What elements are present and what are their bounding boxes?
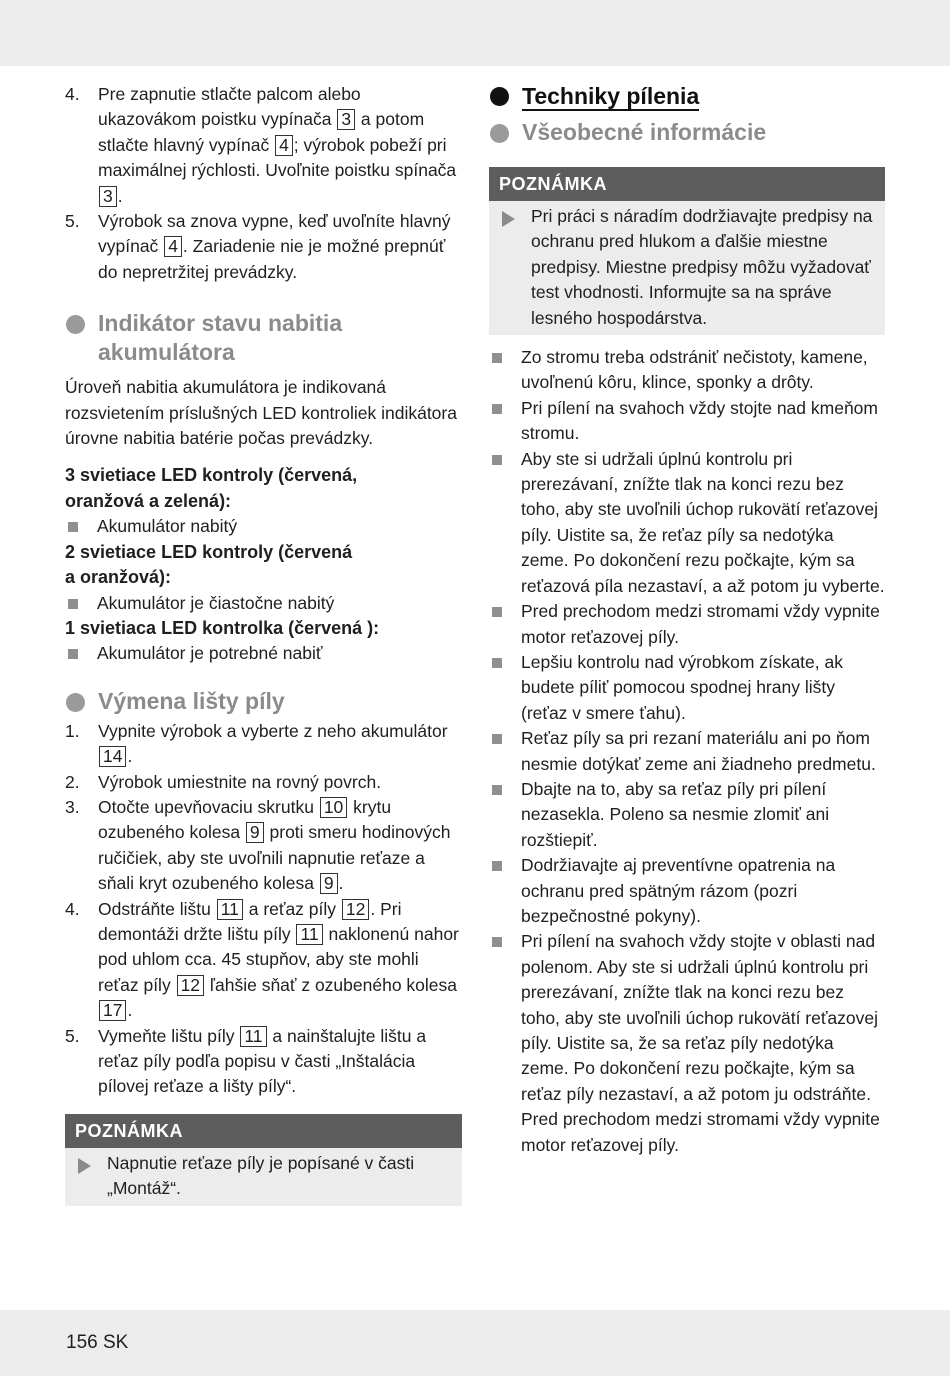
led2-list (65, 591, 462, 616)
step-text: a potom stlačte hlavný vypínač (98, 109, 425, 155)
note-title: POZNÁMKA (65, 1114, 462, 1148)
step-text: . Pri demontáži držte lištu píly (98, 898, 402, 944)
step-number: 2. (65, 771, 80, 792)
note-box-left (65, 1114, 462, 1206)
page-number-value: 156 (66, 1332, 98, 1353)
battery-intro: Úroveň nabitia akumulátora je indikovaná rozsvietením príslušných LED kontroliek indikátora úrovne nabitia batérie počas prevádzky. (65, 377, 457, 449)
step-text: Vymeňte lištu píly (98, 1025, 240, 1046)
led3-label (65, 463, 462, 514)
step-text: Pre zapnutie stlačte palcom alebo ukazovákom poistku vypínača (98, 84, 361, 130)
heading-bullet-icon (490, 124, 509, 143)
list-item (489, 726, 885, 777)
part-reference: 9 (320, 873, 338, 894)
list-item (65, 591, 462, 616)
battery-heading-line2: akumulátora (98, 339, 235, 366)
square-bullet-icon (492, 404, 502, 414)
note-box-right (489, 167, 885, 335)
square-bullet-icon (492, 658, 502, 668)
step-text: Výrobok sa znova vypne, keď uvoľníte hlavný vypínač (98, 211, 451, 257)
led3-list (65, 514, 462, 539)
list-item (65, 641, 462, 666)
step-number: 5. (65, 1025, 80, 1046)
battery-heading-line1: Indikátor stavu nabitia (98, 310, 343, 337)
step-number: 5. (65, 211, 80, 232)
sawing-tips-list (489, 345, 885, 1158)
page-language: SK (102, 1332, 129, 1353)
led1-list (65, 641, 462, 666)
square-bullet-icon (492, 734, 502, 744)
part-reference: 11 (296, 924, 322, 945)
step-number: 4. (65, 84, 80, 104)
list-item (65, 770, 462, 795)
led1-label: 1 svietiaca LED kontrolka (červená ): (65, 617, 380, 638)
step-text: Vypnite výrobok a vyberte z neho akumulátor (98, 720, 448, 741)
part-reference: 12 (177, 975, 204, 996)
triangle-bullet-icon (78, 1158, 91, 1174)
square-bullet-icon (68, 599, 78, 609)
step-text: Výrobok umiestnite na rovný povrch. (98, 771, 382, 792)
bar-replacement-heading (65, 687, 462, 716)
footer-band (0, 1310, 950, 1376)
list-item (489, 447, 885, 599)
list-item (65, 514, 462, 539)
led2-label (65, 540, 462, 591)
bullet-text: Lepšiu kontrolu nad výrobkom získate, ak budete píliť pomocou spodnej hrany lišty (reťaz v smere ťahu). (521, 651, 843, 723)
list-item (489, 345, 885, 396)
square-bullet-icon (492, 937, 502, 947)
heading-bullet-icon (490, 87, 509, 106)
note-title: POZNÁMKA (489, 167, 885, 201)
square-bullet-icon (492, 785, 502, 795)
step-text: naklonenú nahor pod uhlom cca. 45 stupňov, aby ste mohli reťaz píly (98, 923, 459, 995)
list-item (489, 599, 885, 650)
left-column (65, 82, 462, 1206)
list-item (65, 82, 462, 209)
bar-steps-list (65, 719, 462, 1100)
bar-heading-text: Výmena lišty píly (98, 687, 285, 714)
step-number: 3. (65, 796, 80, 817)
step-text: a nainštalujte lištu a reťaz píly podľa popisu v časti „Inštalácia pílovej reťaze a lišty píly“. (98, 1025, 427, 1097)
bullet-text: Pri pílení na svahoch vždy stojte nad kmeňom stromu. (521, 397, 878, 444)
list-item (65, 1024, 462, 1100)
square-bullet-icon (68, 649, 78, 659)
heading-bullet-icon (66, 693, 85, 712)
list-item (489, 929, 885, 1158)
battery-indicator-heading (65, 309, 462, 367)
square-bullet-icon (492, 353, 502, 363)
step-text: . (338, 873, 344, 894)
led2-line1: 2 svietiace LED kontroly (červená (65, 541, 353, 562)
note-text: Pri práci s náradím dodržiavajte predpisy na ochranu pred hlukom a ďalšie miestne predpisy. Miestne predpisy môžu vyžadovať test vhodnosti. Informujte sa na správe lesného hospodárstva. (531, 206, 873, 328)
note-text: Napnutie reťaze píly je popísané v časti „Montáž“. (107, 1152, 415, 1199)
list-item (65, 897, 462, 1024)
sawing-techniques-heading (489, 82, 885, 111)
step-number: 4. (65, 898, 80, 919)
step-text: ľahšie sňať z ozubeného kolesa (205, 974, 458, 995)
part-reference: 3 (99, 186, 117, 207)
square-bullet-icon (492, 861, 502, 871)
part-reference: 17 (99, 1000, 126, 1021)
bullet-text: Reťaz píly sa pri rezaní materiálu ani po ňom nesmie dotýkať zeme ani žiadneho predmetu. (521, 728, 876, 774)
square-bullet-icon (492, 607, 502, 617)
step-text: ; výrobok pobeží pri maximálnej rýchlosti. Uvoľnite poistku spínača (98, 134, 457, 181)
part-reference: 4 (164, 236, 182, 257)
step-text: proti smeru hodinových ručičiek, aby ste uvoľnili napnutie reťaze a sňali kryt ozubeného kolesa (98, 822, 451, 894)
part-reference: 4 (275, 135, 293, 156)
main-heading-text: Techniky pílenia (522, 83, 700, 109)
part-reference: 11 (240, 1026, 266, 1047)
step-text: krytu ozubeného kolesa (98, 796, 392, 843)
part-reference: 11 (217, 899, 243, 920)
general-info-heading (489, 118, 885, 147)
note-body (65, 1148, 462, 1206)
part-reference: 3 (337, 109, 355, 130)
bullet-text: Zo stromu treba odstrániť nečistoty, kamene, uvoľnenú kôru, klince, sponky a drôty. (521, 347, 868, 393)
step-text: . Zariadenie nie je možné prepnúť do nepretržitej prevádzky. (98, 236, 446, 282)
list-item (65, 795, 462, 897)
square-bullet-icon (68, 522, 78, 532)
start-steps-list (65, 82, 462, 285)
list-item (65, 209, 462, 285)
list-item (489, 853, 885, 929)
step-text: Odstráňte lištu (98, 898, 216, 919)
list-item (489, 777, 885, 853)
triangle-bullet-icon (502, 211, 515, 227)
led2-item-text: Akumulátor je čiastočne nabitý (97, 592, 335, 613)
step-number: 1. (65, 720, 80, 741)
step-text: . (127, 1000, 133, 1021)
heading-bullet-icon (66, 315, 85, 334)
led3-line2: oranžová a zelená): (65, 490, 232, 511)
header-band (0, 0, 950, 66)
note-body (489, 201, 885, 335)
bullet-text: Dbajte na to, aby sa reťaz píly pri pílení nezasekla. Poleno sa nesmie zlomiť ani rozštiepiť. (521, 778, 830, 850)
bullet-text: Pred prechodom medzi stromami vždy vypnite motor reťazovej píly. (521, 601, 880, 647)
part-reference: 12 (342, 899, 369, 920)
bullet-text: Dodržiavajte aj preventívne opatrenia na ochranu pred spätným rázom (pozri bezpečnostné pokyny). (521, 855, 836, 926)
step-text: . (117, 185, 123, 206)
list-item (489, 396, 885, 447)
bullet-text: Pri pílení na svahoch vždy stojte v oblasti nad polenom. Aby ste si udržali úplnú kontrolu pri prerezávaní, znížte tlak na konci rezu bez toho, aby ste uvoľnili úchop rukovätí reťazovej píly. Uistite sa, že sa reťaz píly nedotýka zeme. Po dokončení rezu počkajte, kým sa reťaz píly nezastaví, a až potom ju odstráňte. Pred prechodom medzi stromami vždy vypnite motor reťazovej píly. (521, 931, 880, 1155)
led2-line2: a oranžová): (65, 567, 172, 588)
step-text: . (127, 746, 133, 767)
list-item (489, 650, 885, 726)
list-item (65, 719, 462, 770)
right-column (489, 82, 885, 1158)
sub-heading-text: Všeobecné informácie (522, 119, 767, 145)
part-reference: 10 (320, 797, 347, 818)
part-reference: 9 (246, 822, 264, 843)
led3-item-text: Akumulátor nabitý (97, 516, 238, 537)
square-bullet-icon (492, 455, 502, 465)
part-reference: 14 (99, 746, 126, 767)
step-text: Otočte upevňovaciu skrutku (98, 796, 319, 817)
bullet-text: Aby ste si udržali úplnú kontrolu pri prerezávaní, znížte tlak na konci rezu bez toho, aby ste uvoľnili úchop rukovätí reťazovej píly. Uistite sa, že reťaz píly sa nedotýka zeme. Po dokončení rezu počkajte, kým sa reťazová píla nezastaví, a až potom ju vyberte. (521, 448, 885, 596)
led3-line1: 3 svietiace LED kontroly (červená, (65, 465, 358, 486)
step-text: a reťaz píly (243, 898, 341, 919)
led1-item-text: Akumulátor je potrebné nabiť (97, 643, 323, 664)
page-number (66, 1332, 128, 1354)
